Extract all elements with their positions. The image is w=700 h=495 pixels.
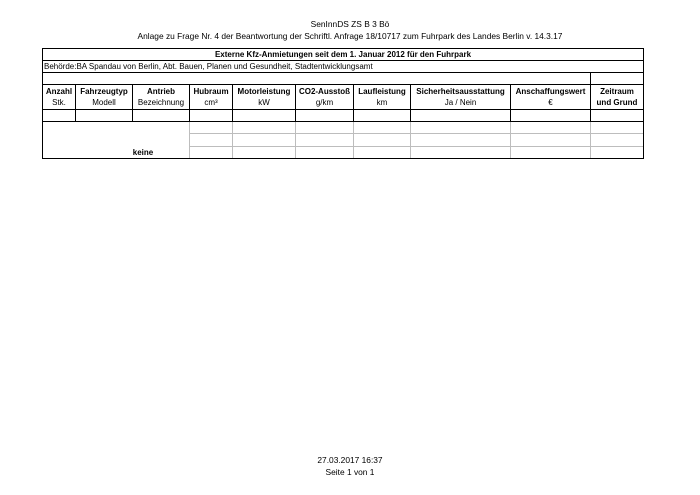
col-unit-antrieb: Bezeichnung (137, 98, 185, 107)
col-header-anzahl: Anzahl (45, 87, 73, 96)
col-header-sicherheit: Sicherheitsausstattung (416, 87, 505, 96)
col-unit-hubraum: cm³ (204, 98, 218, 107)
col-header-fahrzeugtyp: Fahrzeugtyp (80, 87, 128, 96)
col-unit-motorleistung: kW (258, 98, 270, 107)
page-number: Seite 1 von 1 (325, 467, 375, 477)
col-header-co2: CO2-Ausstoß (298, 87, 351, 96)
document-subject-line: Anlage zu Frage Nr. 4 der Beantwortung der Schriftl. Anfrage 18/10717 zum Fuhrpark des Landes Berlin v. 14.3.17 (137, 31, 563, 41)
empty-note: keine (132, 148, 154, 157)
col-header-hubraum: Hubraum (193, 87, 229, 96)
col-header-antrieb: Antrieb (147, 87, 175, 96)
col-unit-zeitraum: und Grund (596, 98, 638, 107)
col-header-zeitraum: Zeitraum (600, 87, 634, 96)
authority-label: Behörde:BA Spandau von Berlin, Abt. Bauen, Planen und Gesundheit, Stadtentwicklungsamt (44, 62, 373, 71)
document-sender-line: SenInnDS ZS B 3 Bö (310, 19, 390, 29)
col-header-anschaffungswert: Anschaffungswert (515, 87, 586, 96)
table-title: Externe Kfz-Anmietungen seit dem 1. Januar 2012 für den Fuhrpark (214, 50, 472, 59)
col-unit-anzahl: Stk. (52, 98, 66, 107)
col-unit-sicherheit: Ja / Nein (444, 98, 477, 107)
col-unit-laufleistung: km (376, 98, 388, 107)
col-header-motorleistung: Motorleistung (237, 87, 291, 96)
col-header-laufleistung: Laufleistung (358, 87, 406, 96)
rental-table (42, 48, 644, 159)
col-unit-co2: g/km (315, 98, 334, 107)
print-timestamp: 27.03.2017 16:37 (317, 455, 383, 465)
col-unit-fahrzeugtyp: Modell (92, 98, 116, 107)
col-unit-anschaffungswert: € (548, 98, 553, 107)
